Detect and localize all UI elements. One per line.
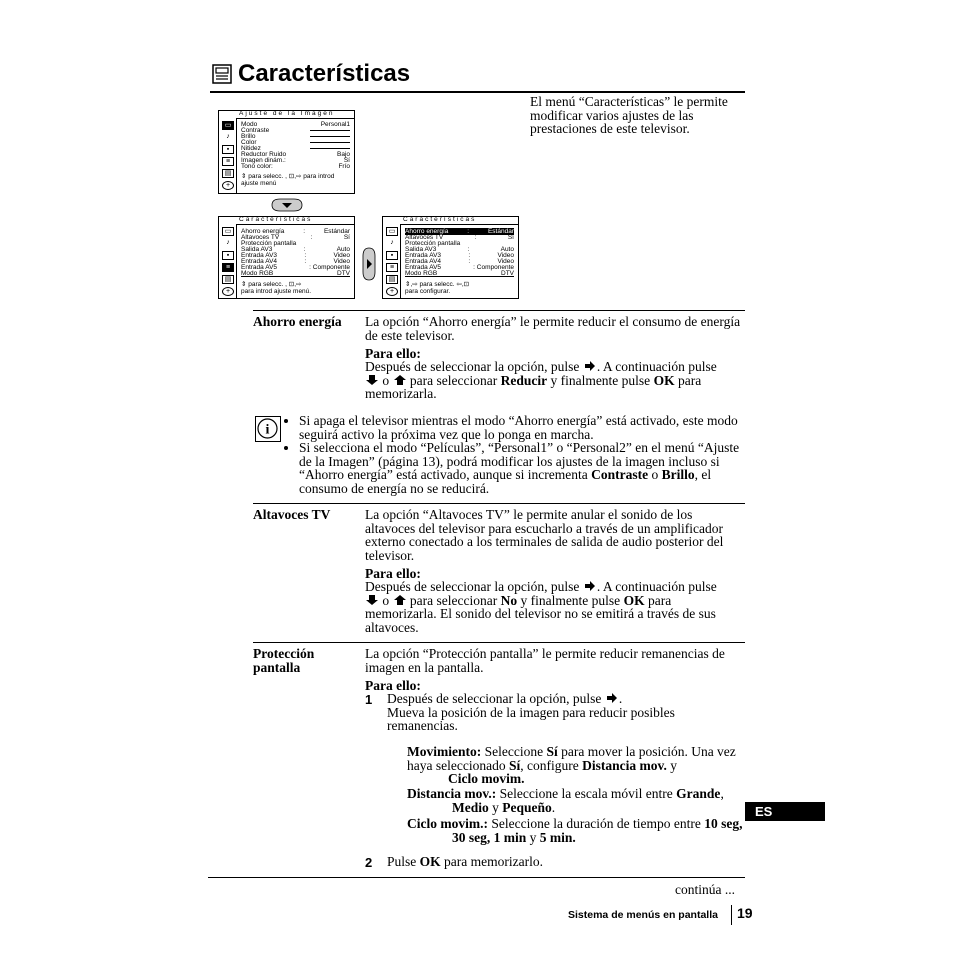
up-arrow-icon: [393, 594, 407, 606]
info-note-icon: [255, 416, 281, 442]
page-number: 19: [737, 905, 753, 921]
altavoces-steps: Después de seleccionar la opción, pulse . A continuación pulse o para seleccionar No y finalmente pulse OK para memorizarla. El sonido del televisor no se emitirá a través de sus altavoces.: [365, 579, 717, 635]
down-arrow-icon: [365, 374, 379, 386]
title-rule: [210, 91, 745, 93]
clock-icon: +: [222, 287, 234, 296]
movimiento-item: Movimiento: Seleccione Sí para mover la posición. Una vez haya seleccionado Sí, configure Distancia mov. y Ciclo movim.: [407, 744, 736, 786]
features-icon: ≡: [222, 157, 234, 166]
note-bullet-1: • Si apaga el televisor mientras el modo “Ahorro energía” está activado, este modo seguirá activo la próxima vez que lo ponga en marcha.: [299, 414, 745, 441]
proteccion-step1: Después de seleccionar la opción, pulse . Mueva la posición de la imagen para reducir posibles remanencias.: [387, 691, 675, 733]
section-label-ahorro: Ahorro energía: [253, 314, 342, 329]
features-icon: ≡: [222, 263, 234, 272]
down-arrow-icon: [365, 594, 379, 606]
page-title-text: Características: [238, 60, 411, 87]
proteccion-step2: Pulse OK para memorizarlo.: [387, 854, 543, 869]
features-icon: [210, 63, 234, 85]
note-bullet-2: • Si selecciona el modo “Películas”, “Personal1” o “Personal2” en el menú “Ajuste de la Imagen” (página 13), podrá modificar los ajustes de la imagen incluso si “Ahorro energía” está activado, aunque si incrementa Contraste o Brillo, el consumo de energía no se reducirá.: [299, 441, 745, 495]
menu-header: Ajuste de la Imagen: [239, 110, 335, 117]
ahorro-steps: Después de seleccionar la opción, pulse . A continuación pulse o para seleccionar Reducir y finalmente pulse OK para memorizarla.: [365, 359, 717, 401]
screen-icon: ▪: [222, 251, 234, 260]
menu-caracteristicas-2: Características ▭ ♪ ▪ ≡ ▤ + Ahorro energía : Estándar Altavoces TV : Sí Protección pantalla Salida AV3 : Auto Entrada AV3 : Video Entrada AV4 : Video Entrada AV5 : Componente Modo RGB DTV ⇕,⇨ para selecc. ⇦,⊡ para configurar.: [382, 216, 519, 299]
footer-section-title: Sistema de menús en pantalla: [568, 909, 718, 921]
right-arrow-icon: [583, 580, 597, 592]
sound-icon: ♪: [226, 133, 230, 140]
setup-icon: ▤: [222, 275, 234, 284]
language-tab: ES: [745, 802, 825, 821]
proteccion-desc: La opción “Protección pantalla” le permite reducir remanencias de imagen en la pantalla.: [365, 646, 725, 675]
screen-icon: ▪: [386, 251, 398, 260]
clock-icon: +: [222, 181, 234, 190]
sound-icon: ♪: [390, 239, 394, 246]
down-button-icon: [270, 197, 304, 213]
note-list: [285, 414, 745, 495]
picture-icon: ▭: [222, 227, 234, 236]
clock-icon: +: [386, 287, 398, 296]
screen-icon: ▪: [222, 145, 234, 154]
sound-icon: ♪: [226, 239, 230, 246]
ahorro-desc: La opción “Ahorro energía” le permite reducir el consumo de energía de este televisor.: [365, 314, 741, 343]
right-button-icon: [361, 246, 377, 282]
continua-text: continúa ...: [675, 882, 735, 897]
up-arrow-icon: [393, 374, 407, 386]
intro-text: El menú “Características” le permite modificar varios ajustes de las prestaciones de este televisor.: [530, 94, 728, 136]
menu-ajuste-imagen: Ajuste de la Imagen ▭ ♪ ▪ ≡ ▤ + Modo Personal1 Contraste Brillo Color Nitidez Reductor Ruido Bajo Imagen dinám.: Sí Tono color: Frío ⇕ para selecc. , ⊡,⇨ para introd ajuste menú: [218, 110, 355, 194]
features-icon: ≡: [386, 263, 398, 272]
section-label-altavoces: Altavoces TV: [253, 507, 331, 522]
setup-icon: ▤: [386, 275, 398, 284]
right-arrow-icon: [583, 360, 597, 372]
picture-icon: ▭: [386, 227, 398, 236]
section-label-proteccion: Protección pantalla: [253, 646, 315, 675]
right-arrow-icon: [605, 692, 619, 704]
footer-divider: [731, 905, 732, 925]
page-title: [210, 60, 410, 88]
picture-icon: ▭: [222, 121, 234, 130]
svg-text:i: i: [265, 422, 270, 438]
setup-icon: ▤: [222, 169, 234, 178]
ciclo-item: Ciclo movim.: Seleccione la duración de tiempo entre 10 seg, 30 seg, 1 min y 5 min.: [407, 816, 743, 845]
distancia-item: Distancia mov.: Seleccione la escala móvil entre Grande, Medio y Pequeño.: [407, 786, 724, 815]
menu-caracteristicas-1: Características ▭ ♪ ▪ ≡ ▤ + Ahorro energía : Estándar Altavoces TV : Sí Protección pantalla Salida AV3 : Auto Entrada AV3 : Video Entrada AV4 : Video Entrada AV5 : Componente Modo RGB DTV ⇕ para selecc. , ⊡,⇨ para introd ajuste menú.: [218, 216, 355, 299]
altavoces-desc: La opción “Altavoces TV” le permite anular el sonido de los altavoces del televisor para escucharlo a través de un amplificador externo conectado a los terminales de salida de audio posterior del televisor.: [365, 507, 724, 563]
